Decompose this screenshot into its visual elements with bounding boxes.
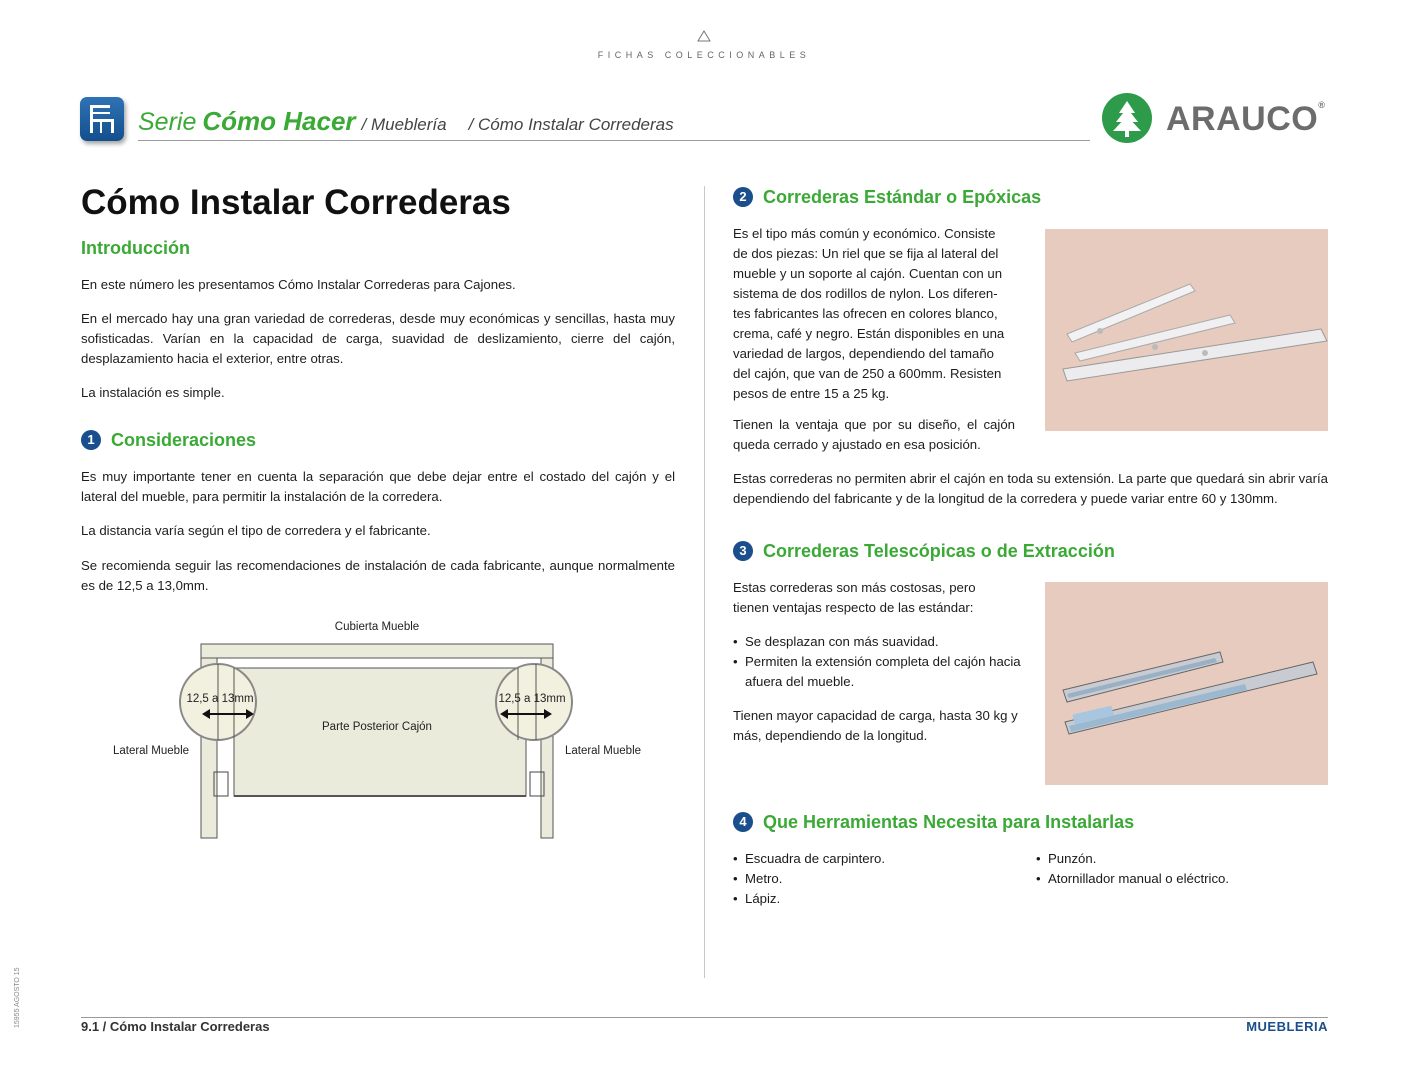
triangle-icon [697, 30, 711, 42]
standard-slides-photo [1045, 229, 1328, 431]
intro-paragraph-3: La instalación es simple. [81, 385, 225, 400]
diagram-left-label: Lateral Mueble [112, 745, 190, 757]
brand-logo-text: ARAUCO® [1166, 100, 1326, 138]
chair-icon [80, 97, 124, 141]
diagram-right-label: Lateral Mueble [564, 745, 642, 757]
list-item: • Permiten la extensión completa del cajón hacia afuera del mueble. [733, 652, 1023, 692]
section2-paragraph-2: Tienen la ventaja que por su diseño, el cajón queda cerrado y ajustado en esa posición. [733, 417, 1015, 452]
section2-heading: 2 Correderas Estándar o Epóxicas [733, 187, 1041, 208]
section1-heading: 1 Consideraciones [81, 430, 256, 451]
arauco-tree-logo [1099, 93, 1157, 143]
list-item: • Se desplazan con más suavidad. [733, 632, 1023, 652]
footer-rule [81, 1017, 1328, 1018]
section3-paragraph-1: Estas correderas son más costosas, pero tienen ventajas respecto de las estándar: [733, 580, 976, 615]
series-title [138, 106, 674, 137]
section4-heading: 4 Que Herramientas Necesita para Instalarlas [733, 812, 1134, 833]
diagram-top-label: Cubierta Mueble [334, 621, 420, 633]
collection-tag: FICHAS COLECCIONABLES [597, 50, 811, 60]
gap-label-right: 12,5 a 13mm [498, 693, 566, 705]
series-category: / Mueblería [361, 115, 447, 134]
list-item: • Escuadra de carpintero. [733, 849, 1013, 869]
list-item: • Punzón. [1036, 849, 1326, 869]
column-divider [704, 186, 705, 978]
section1-paragraph-2: La distancia varía según el tipo de corredera y el fabricante. [81, 523, 431, 538]
diagram-center-label: Parte Posterior Cajón [322, 721, 432, 733]
section2-number: 2 [733, 187, 753, 207]
section4-number: 4 [733, 812, 753, 832]
tools-list-left [733, 849, 1013, 909]
list-item: • Lápiz. [733, 889, 1013, 909]
series-word: Serie [138, 108, 197, 136]
series-name: Cómo Hacer [202, 106, 356, 136]
intro-heading: Introducción [81, 238, 190, 258]
gap-label-left: 12,5 a 13mm [186, 693, 254, 705]
section3-paragraph-2: Tienen mayor capacidad de carga, hasta 30 kg y más, dependiendo de la longitud. [733, 708, 1018, 743]
footer-category: MUEBLERIA [1246, 1019, 1328, 1034]
section3-heading: 3 Correderas Telescópicas o de Extracción [733, 541, 1115, 562]
telescopic-slides-photo [1045, 582, 1328, 785]
side-code: 15955 AGOSTO 15 [14, 967, 21, 1028]
intro-paragraph-2: En el mercado hay una gran variedad de correderas, desde muy económicas y sencillas, hasta muy sofisticadas. Varían en la capacidad de carga, suavidad de deslizamiento, cierre del cajón, desplazamiento hacia el exterior, entre otras. [81, 311, 675, 366]
page-title: Cómo Instalar Correderas [81, 183, 511, 222]
list-item: • Metro. [733, 869, 1013, 889]
section1-paragraph-1: Es muy importante tener en cuenta la separación que debe dejar entre el costado del cajón y el lateral del mueble, para permitir la instalación de la corredera. [81, 469, 675, 504]
drawer-gap-diagram [100, 612, 660, 848]
section3-bullets [733, 632, 1023, 692]
section1-paragraph-3: Se recomienda seguir las recomendaciones de instalación de cada fabricante, aunque normalmente es de 12,5 a 13,0mm. [81, 558, 675, 593]
section2-paragraph-3: Estas correderas no permiten abrir el cajón en toda su extensión. La parte que quedará sin abrir varía dependiendo del fabricante y de la longitud de la corredera y puede variar entre 60 y 130mm. [733, 471, 1328, 506]
list-item: • Atornillador manual o eléctrico. [1036, 869, 1326, 889]
intro-paragraph-1: En este número les presentamos Cómo Instalar Correderas para Cajones. [81, 277, 516, 292]
section3-number: 3 [733, 541, 753, 561]
cabinet-top [201, 644, 553, 658]
tools-list-right [1036, 849, 1326, 889]
header-rule [138, 140, 1090, 141]
section1-number: 1 [81, 430, 101, 450]
section2-paragraph-1: Es el tipo más común y económico. Consiste de dos piezas: Un riel que se fija al lateral del mueble y un soporte al cajón. Cuentan con un sistema de dos rodillos de nylon. Los diferen- tes fabricantes las ofrecen en colores blanco, crema, café y negro. Están disponibles en una variedad de largos, dependiendo del tamaño del cajón, que van de 250 a 600mm. Resisten pesos de entre 15 a 25 kg. [733, 226, 1005, 401]
series-topic: / Cómo Instalar Correderas [468, 115, 674, 134]
footer-page-label: 9.1 / Cómo Instalar Correderas [81, 1019, 270, 1034]
